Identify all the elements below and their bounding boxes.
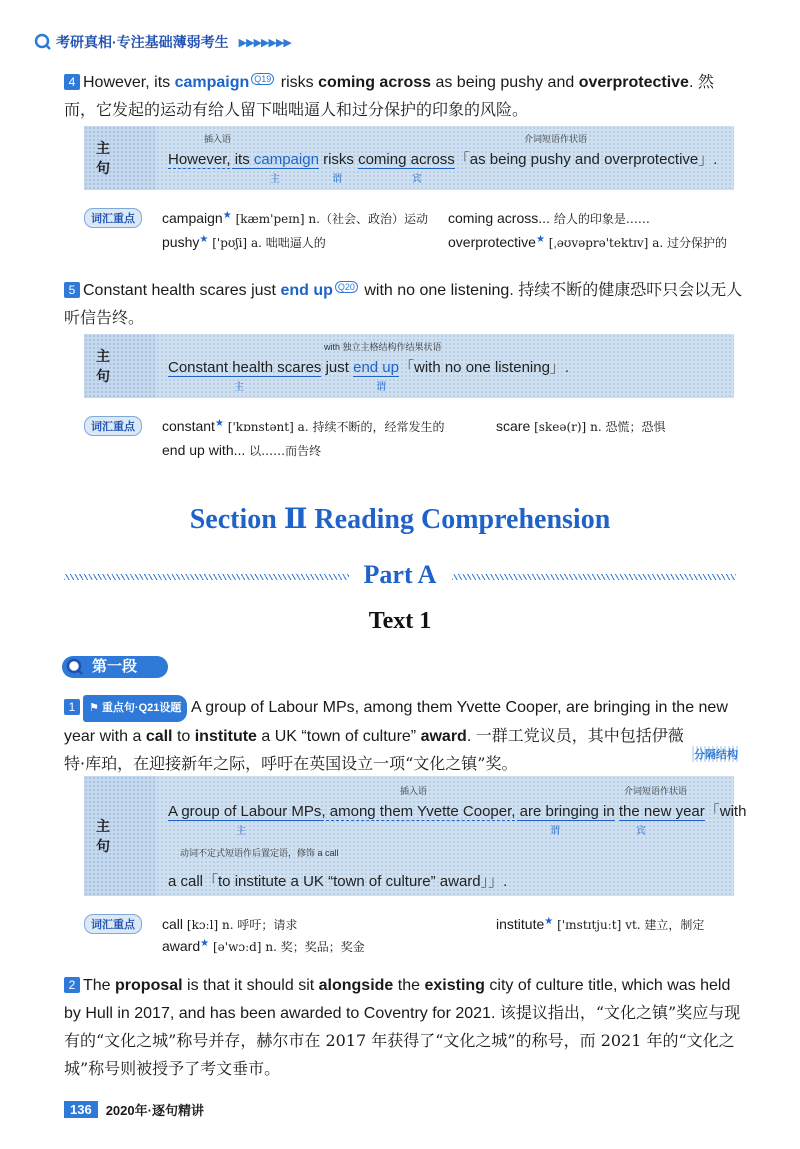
box-label: 主句 bbox=[84, 776, 156, 896]
role-subject: 主 bbox=[234, 382, 244, 393]
vocab-item: pushy★ ['pʊʃi] a. 咄咄逼人的 bbox=[162, 234, 326, 250]
paragraph-tag: 第一段 bbox=[62, 656, 168, 678]
structure-tag: 分隔结构 bbox=[692, 746, 740, 762]
translation: 听信告终。 bbox=[64, 308, 145, 327]
box-label: 主句 bbox=[84, 334, 156, 398]
sentence-number: 4 bbox=[64, 74, 80, 90]
translation: 特·库珀，在迎接新年之际，呼吁在英国设立一项“文化之镇”奖。 bbox=[64, 754, 518, 773]
sentence-2: 2 The proposal is that it should sit alongside the existing city of culture title, which was held by Hull in 2017, and has been awarded to Coventry for 2021. 该提议指出，“文化之镇”奖应与现有的“文化之城”称号并存，赫尔市在 2017 年获得了“文化之城”的称号，而 2021 年的“文化之城”称号则被授予了考文垂市。 bbox=[64, 977, 741, 1078]
vocab-item: scare [skeə(r)] n. 恐慌；恐惧 bbox=[496, 418, 666, 434]
key-sentence-tag: ⚑ 重点句·Q21设题 bbox=[83, 695, 187, 722]
footer-title: 2020年·逐句精讲 bbox=[105, 1103, 204, 1118]
star-icon: ★ bbox=[535, 234, 545, 245]
analysis-box-1 bbox=[84, 776, 747, 896]
sentence-number: 2 bbox=[64, 977, 80, 993]
sentence-1: 1 ⚑ 重点句·Q21设题 A group of Labour MPs, among them Yvette Cooper, are bringing in the new year with a call to institute a UK “town of culture” award. 一群工党议员，其中包括伊薇 特·库珀，在迎接新年之际，呼吁在英国设立一项“文化之镇”奖。 bbox=[64, 694, 744, 778]
vocab-item: campaign★ [kæm'peɪn] n.（社会、政治）运动 bbox=[162, 210, 428, 226]
keyword: overprotective bbox=[578, 74, 689, 91]
vocab-item: constant★ ['kɒnstənt] a. 持续不断的，经常发生的 bbox=[162, 418, 445, 434]
divider bbox=[452, 574, 736, 580]
vocab-item: end up with... 以……而告终 bbox=[162, 442, 322, 458]
vocab-tag: 词汇重点 bbox=[84, 208, 142, 228]
role-predicate: 谓 bbox=[376, 382, 386, 393]
role-predicate: 谓 bbox=[550, 826, 560, 837]
keyword: proposal bbox=[115, 977, 183, 994]
role-object: 宾 bbox=[636, 826, 646, 837]
star-icon: ★ bbox=[199, 234, 209, 245]
annotation: with 独立主格结构作结果状语 bbox=[324, 342, 442, 352]
sentence-structure: A group of Labour MPs, among them Yvette Cooper, are bringing in the new year「with bbox=[168, 803, 747, 820]
part-title: Part A bbox=[363, 560, 437, 589]
vocab-tag: 词汇重点 bbox=[84, 914, 142, 934]
keyword: institute bbox=[194, 728, 257, 745]
keyword: coming across bbox=[318, 74, 432, 91]
keyword: award bbox=[420, 728, 467, 745]
vocab-item: overprotective★ [ˌəʊvəprə'tektɪv] a. 过分保护的 bbox=[448, 234, 728, 250]
translation: 持续不断的健康恐吓只会以无人 bbox=[518, 280, 743, 299]
sentence-4: 4 However, its campaign Q19 risks coming across as being pushy and overprotective. 然而，它发起的运动有给人留下咄咄逼人和过分保护的印象的风险。 bbox=[64, 72, 714, 119]
role-object: 宾 bbox=[412, 174, 422, 185]
vocab-item: coming across... 给人的印象是…… bbox=[448, 210, 650, 226]
role-subject: 主 bbox=[236, 826, 246, 837]
question-tag: Q19 bbox=[251, 73, 274, 85]
sentence-5: 5 Constant health scares just end up Q20 with no one listening. 持续不断的健康恐吓只会以无人 听信告终。 bbox=[64, 280, 743, 327]
page-number: 136 bbox=[64, 1101, 98, 1118]
star-icon: ★ bbox=[222, 210, 232, 221]
star-icon: ★ bbox=[214, 418, 224, 429]
keyword: existing bbox=[424, 977, 485, 994]
text-title: Text 1 bbox=[368, 608, 432, 634]
keyword: campaign bbox=[174, 74, 250, 91]
search-icon bbox=[34, 33, 52, 51]
header-title: 考研真相·专注基础薄弱考生 bbox=[56, 34, 229, 50]
annotation: 插入语 bbox=[204, 134, 232, 144]
translation: 然而，它发起的运动有给人留下咄咄逼人和过分保护的印象的风险。 bbox=[64, 72, 714, 119]
question-tag: Q20 bbox=[335, 281, 358, 293]
box-label: 主句 bbox=[84, 126, 156, 190]
sentence-number: 1 bbox=[64, 699, 80, 715]
page-footer bbox=[64, 1100, 204, 1119]
annotation: 介词短语作状语 bbox=[524, 134, 588, 144]
section-title: Section Ⅱ Reading Comprehension bbox=[189, 504, 611, 535]
keyword: end up bbox=[280, 282, 333, 299]
vocab-item: institute★ ['ɪnstɪtjuːt] vt. 建立，制定 bbox=[496, 916, 705, 932]
sentence-structure: However, its campaign risks coming across「as being pushy and overprotective」. bbox=[168, 151, 718, 168]
annotation: 介词短语作状语 bbox=[624, 786, 688, 796]
annotation: 动词不定式短语作后置定语，修饰 a call bbox=[180, 848, 339, 858]
sentence-structure: Constant health scares just end up「with no one listening」. bbox=[168, 359, 570, 376]
keyword: alongside bbox=[318, 977, 394, 994]
translation: 该提议指出，“文化之镇”奖应与现有的“文化之城”称号并存，赫尔市在 2017 年获得了“文化之城”的称号，而 2021 年的“文化之城”称号则被授予了考文垂市。 bbox=[64, 1003, 741, 1078]
search-icon bbox=[66, 658, 84, 676]
vocab-tag: 词汇重点 bbox=[84, 416, 142, 436]
vocab-item: award★ [ə'wɔːd] n. 奖；奖品；奖金 bbox=[162, 938, 365, 954]
sentence-structure: a call「to institute a UK “town of culture” award」」. bbox=[168, 873, 508, 890]
annotation: 插入语 bbox=[400, 786, 428, 796]
flag-icon: ⚑ bbox=[89, 702, 102, 714]
header-arrows: ▶▶▶▶▶▶▶ bbox=[238, 36, 291, 49]
star-icon: ★ bbox=[544, 916, 554, 927]
vocab-item: call [kɔːl] n. 呼吁；请求 bbox=[162, 916, 298, 932]
keyword: call bbox=[145, 728, 173, 745]
star-icon: ★ bbox=[200, 938, 210, 949]
translation: 一群工党议员，其中包括伊薇 bbox=[475, 726, 684, 745]
analysis-box-5 bbox=[84, 334, 734, 398]
page-header bbox=[34, 32, 291, 52]
role-predicate: 谓 bbox=[332, 174, 342, 185]
role-subject: 主 bbox=[270, 174, 280, 185]
analysis-box-4 bbox=[84, 126, 734, 190]
sentence-number: 5 bbox=[64, 282, 80, 298]
